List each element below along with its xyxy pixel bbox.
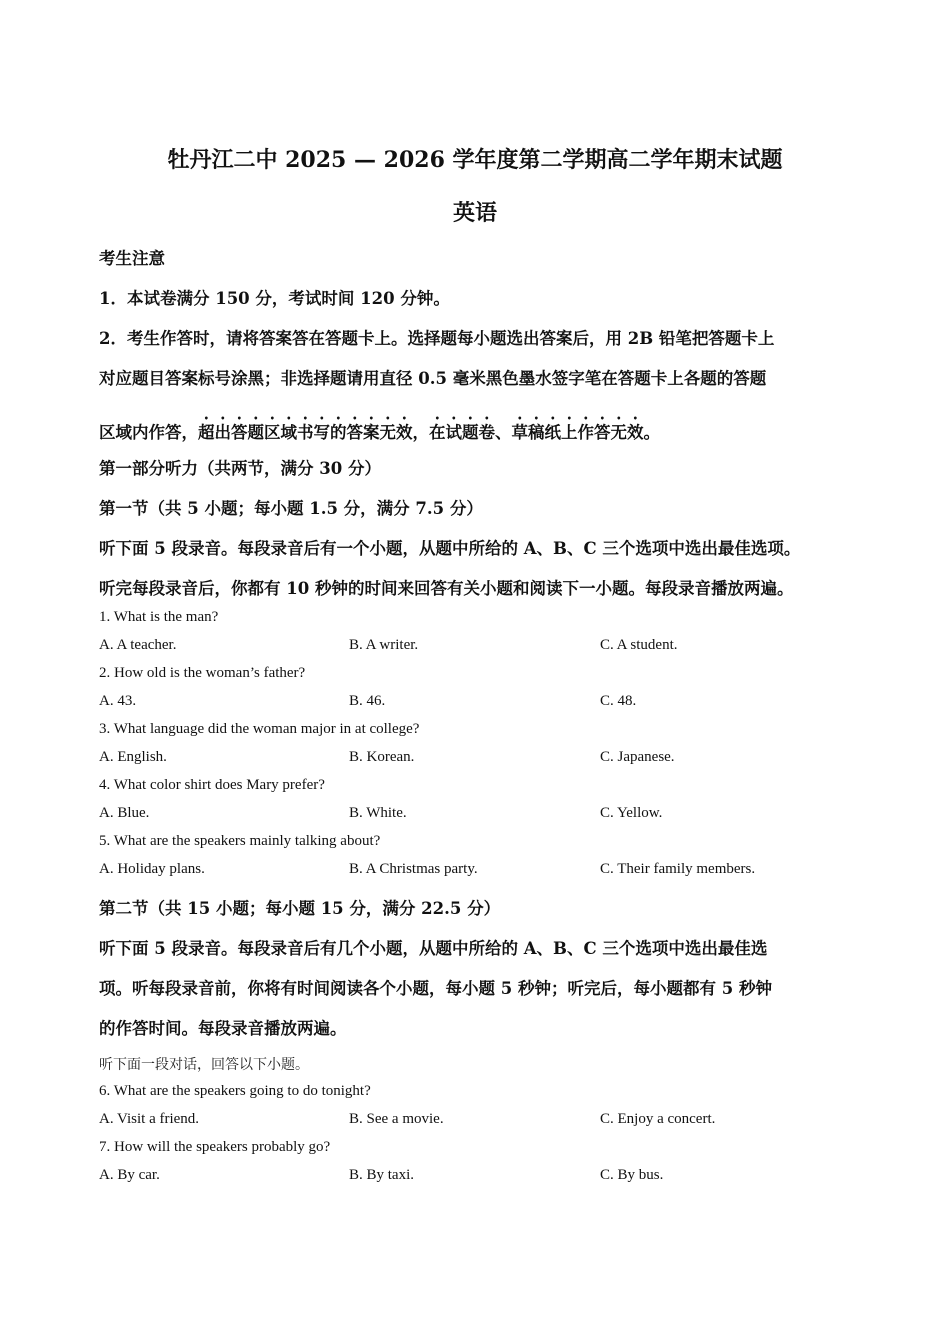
question-5-option-c: C. Their family members.: [600, 861, 756, 877]
question-4-option-c: C. Yellow.: [600, 805, 663, 821]
notice-line-3-period: 。: [643, 423, 660, 442]
section1-heading: 第一节（共 5 小题；每小题 1.5 分，满分 7.5 分）: [99, 499, 483, 518]
question-5-option-a: A. Holiday plans.: [99, 861, 205, 877]
section1-instruction-line-2: 听完每段录音后，你都有 10 秒钟的时间来回答有关小题和阅读下一小题。每段录音播放两遍。: [99, 579, 794, 598]
notice-line-3-prefix: 区域内作答，: [99, 423, 198, 442]
section1-instruction-line-1: 听下面 5 段录音。每段录音后有一个小题，从题中所给的 A、B、C 三个选项中选出最佳选项。: [99, 539, 801, 558]
question-2-option-c: C. 48.: [600, 693, 637, 709]
question-3-option-a: A. English.: [99, 749, 167, 765]
question-3-option-c: C. Japanese.: [600, 749, 675, 765]
emphasized-answer-area-warning: 超出答题区域书写的答案无效: [198, 423, 413, 442]
question-4-option-b: B. White.: [349, 805, 407, 821]
part1-heading: 第一部分听力（共两节，满分 30 分）: [99, 459, 381, 478]
question-2-option-b: B. 46.: [349, 693, 386, 709]
subject-title: 英语: [452, 200, 497, 226]
question-5: 5. What are the speakers mainly talking about?: [99, 833, 381, 849]
notice-item-1: 1．本试卷满分 150 分，考试时间 120 分钟。: [99, 289, 450, 308]
question-7: 7. How will the speakers probably go?: [99, 1139, 331, 1155]
question-7-option-b: B. By taxi.: [349, 1167, 415, 1183]
question-3-option-b: B. Korean.: [349, 749, 415, 765]
notice-item-2-line-1: 2．考生作答时，请将答案答在答题卡上。选择题每小题选出答案后，用 2B 铅笔把答题卡上: [99, 329, 775, 348]
dialogue-note: 听下面一段对话，回答以下小题。: [99, 1057, 309, 1073]
question-2-option-a: A. 43.: [99, 693, 137, 709]
question-1-option-c: C. A student.: [600, 637, 678, 653]
question-3: 3. What language did the woman major in at college?: [99, 721, 420, 737]
question-1: 1. What is the man?: [99, 609, 219, 625]
notice-line-3-comma: ，: [412, 423, 429, 442]
question-6-option-a: A. Visit a friend.: [99, 1111, 200, 1127]
question-1-option-a: A. A teacher.: [99, 637, 177, 653]
exam-title: 牡丹江二中 2025 — 2026 学年度第二学期高二学年期末试题: [167, 147, 783, 173]
notice-item-2-line-2: 对应题目答案标号涂黑；非选择题请用直径 0.5 毫米黑色墨水签字笔在答题卡上各题的答题: [99, 369, 767, 388]
section2-heading: 第二节（共 15 小题；每小题 15 分，满分 22.5 分）: [99, 899, 501, 918]
question-7-option-a: A. By car.: [99, 1167, 160, 1183]
question-4-option-a: A. Blue.: [99, 805, 150, 821]
question-4: 4. What color shirt does Mary prefer?: [99, 777, 325, 793]
question-6: 6. What are the speakers going to do tonight?: [99, 1083, 371, 1099]
notice-heading: 考生注意: [99, 249, 165, 268]
question-5-option-b: B. A Christmas party.: [349, 861, 478, 877]
question-1-option-b: B. A writer.: [349, 637, 419, 653]
section2-instruction-line-1: 听下面 5 段录音。每段录音后有几个小题，从题中所给的 A、B、C 三个选项中选出最佳选: [99, 939, 768, 958]
section2-instruction-line-2: 项。听每段录音前，你将有时间阅读各个小题，每小题 5 秒钟；听完后，每小题都有 5 秒钟: [99, 979, 772, 998]
question-2: 2. How old is the woman’s father?: [99, 665, 306, 681]
notice-item-2-line-3: [99, 413, 660, 443]
question-6-option-c: C. Enjoy a concert.: [600, 1111, 716, 1127]
question-6-option-b: B. See a movie.: [349, 1111, 444, 1127]
section2-instruction-line-3: 的作答时间。每段录音播放两遍。: [99, 1019, 347, 1038]
question-7-option-c: C. By bus.: [600, 1167, 664, 1183]
emphasized-draft-warning: 在试题卷、草稿纸上作答无效: [429, 423, 644, 442]
